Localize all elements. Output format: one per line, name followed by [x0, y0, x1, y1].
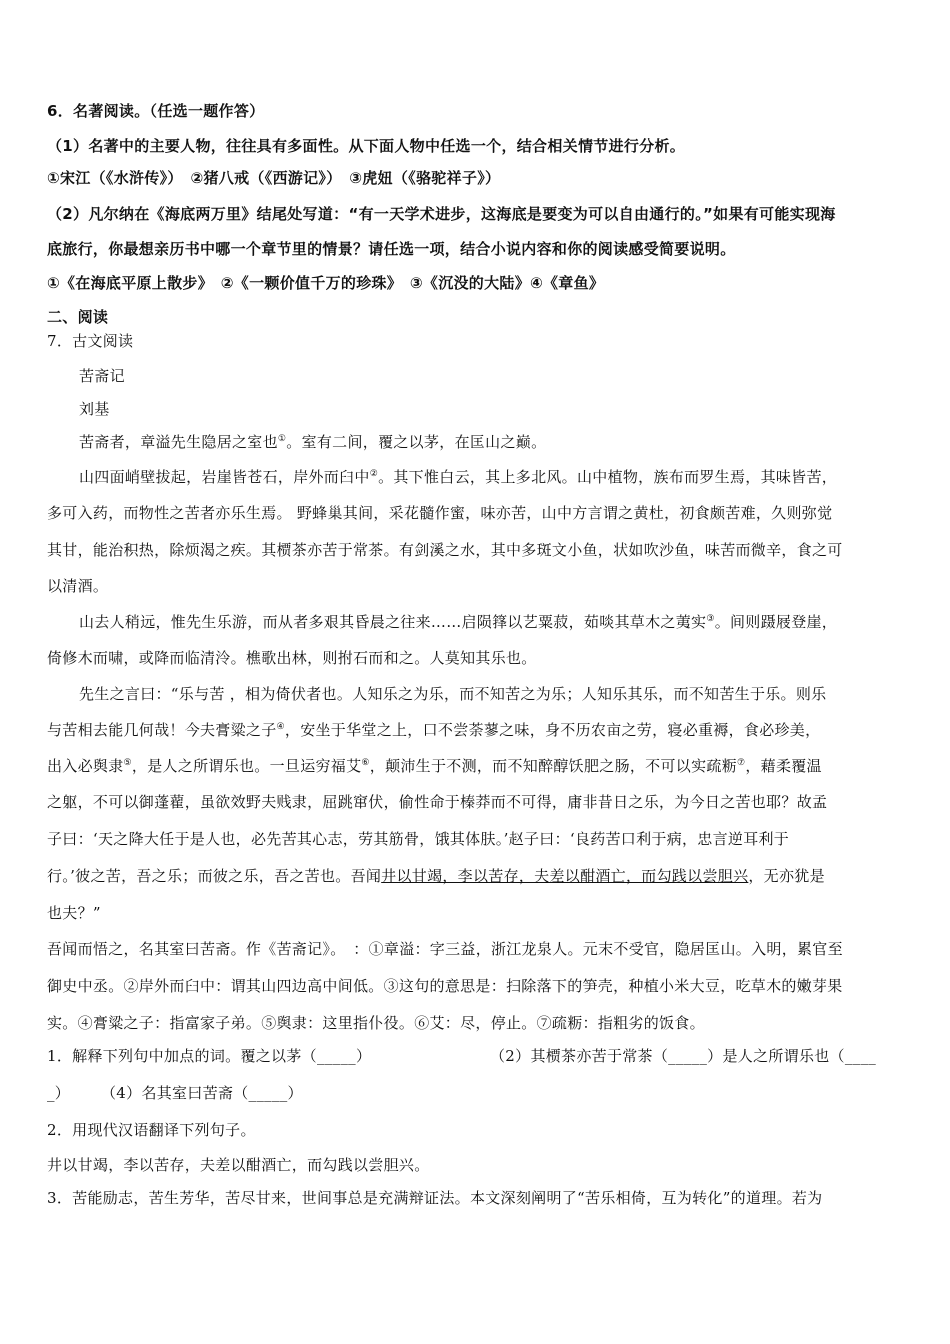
para1-tail: 。室有二间，覆之以茅，在匡山之巅。	[286, 433, 547, 451]
footnote-mark: ①	[277, 434, 287, 444]
para4-line6	[47, 866, 825, 886]
underlined-sentence: 井以甘竭，李以苦存，夫差以酣酒亡，而勾践以尝胆兴	[381, 867, 749, 885]
q6-title: 6．名著阅读。（任选一题作答）	[47, 102, 265, 120]
para3-line1	[79, 612, 837, 632]
sub1-line2: _） （4）名其室曰苦斋（_____）	[47, 1084, 303, 1102]
text: ，藉柔覆温	[745, 757, 822, 775]
text: ，无亦犹是	[748, 867, 825, 885]
para2-line3: 其甘，能治积热，除烦渴之疾。其槚茶亦苦于常茶。有剑溪之水，其中多斑文小鱼，状如吹沙鱼，味苦而微辛，食之可	[47, 541, 843, 559]
footnote-mark: ⑥	[361, 758, 370, 768]
para2-line1	[79, 467, 837, 487]
para5-line2: 御史中丞。②岸外而臼中：谓其山四边高中间低。③这句的意思是：扫除落下的笋壳，种植小米大豆，吃草木的嫩芽果	[47, 977, 843, 995]
text: ，安坐于华堂之上，口不尝荼蓼之味，身不历农亩之劳，寝必重褥，食必珍美，	[284, 721, 821, 739]
footnote-mark: ⑤	[123, 758, 132, 768]
text: ，是人之所谓乐也。一旦运穷福艾	[131, 757, 362, 775]
sub2-line1: 2．用现代汉语翻译下列句子。	[47, 1121, 256, 1139]
article-title: 苦斋记	[79, 367, 125, 385]
para2-line2: 多可入药，而物性之苦者亦乐生焉。 野蜂巢其间，采花髓作蜜，味亦苦，山中方言谓之黄杜，初食颇苦难，久则弥觉	[47, 504, 833, 522]
para1-text: 苦斋者，章溢先生隐居之室也	[79, 433, 278, 451]
q6-part2-line2: 底旅行，你最想亲历书中哪一个章节里的情景？请任选一项，结合小说内容和你的阅读感受简要说明。	[47, 240, 736, 258]
text: 行。’彼之苦，吾之乐；而彼之乐，吾之苦也。吾闻	[47, 867, 382, 885]
text: 。间则蹑屐登崖，	[714, 613, 838, 631]
para4-line7: 也夫？”	[47, 904, 101, 922]
footnote-mark: ③	[706, 614, 715, 624]
sub2-line2: 井以甘竭，李以苦存，夫差以酣酒亡，而勾践以尝胆兴。	[47, 1156, 430, 1174]
q6-options2: ①《在海底平原上散步》 ②《一颗价值千万的珍珠》 ③《沉没的大陆》④《章鱼》	[47, 274, 605, 292]
article-author: 刘基	[79, 400, 110, 418]
footnote-mark: ⑦	[736, 758, 746, 768]
q6-part2-line1: （2）凡尔纳在《海底两万里》结尾处写道：“有一天学术进步，这海底是要变为可以自由通行的。”如果有可能实现海	[47, 205, 836, 223]
text: 。其下惟白云，其上多北风。山中植物，族布而罗生焉，其味皆苦，	[378, 468, 838, 486]
para5-line1: 吾闻而悟之，名其室曰苦斋。作《苦斋记》。 ：①章溢：字三益，浙江龙泉人。元末不受官，隐居匡山。入明，累官至	[47, 940, 843, 958]
para3-line2: 倚修木而啸，或降而临清泠。樵歌出林，则拊石而和之。人莫知其乐也。	[47, 649, 537, 667]
text: 山四面峭壁拔起，岩崖皆苍石，岸外而臼中	[79, 468, 370, 486]
text: 出入必舆隶	[47, 757, 124, 775]
footnote-mark: ②	[369, 469, 379, 479]
footnote-mark: ④	[276, 722, 285, 732]
para4-line1: 先生之言曰：“乐与苦 ，相为倚伏者也。人知乐之为乐，而不知苦之为乐；人知乐其乐，而不知苦生于乐。则乐	[79, 685, 827, 703]
para5-line3: 实。④膏粱之子：指富家子弟。⑤舆隶：这里指仆役。⑥艾：尽，停止。⑦疏粝：指粗劣的饭食。	[47, 1014, 705, 1032]
para4-line5: 子曰：‘天之降大任于是人也，必先苦其心志，劳其筋骨，饿其体肤。’赵子曰：‘良药苦口利于病，忠言逆耳利于	[47, 830, 790, 848]
q6-part1: （1）名著中的主要人物，往往具有多面性。从下面人物中任选一个，结合相关情节进行分析。	[47, 137, 686, 155]
para2-line4: 以清酒。	[47, 577, 109, 595]
para4-line4: 之躯，不可以御蓬藋，虽欲效野夫贱隶，屈跳窜伏，偷性命于榛莽而不可得，庸非昔日之乐，为今日之苦也耶？故孟	[47, 793, 828, 811]
sub1-line1a: 1．解释下列句中加点的词。覆之以茅（_____）	[47, 1047, 372, 1065]
text: ，颠沛生于不测，而不知醉醇饫肥之肠，不可以实疏粝	[369, 757, 737, 775]
para4-line2	[47, 720, 820, 740]
sub1-line1b: （2）其槚茶亦苦于常茶（_____）是人之所谓乐也（____	[490, 1047, 877, 1065]
q7-heading: 7．古文阅读	[47, 332, 134, 350]
q6-options1: ①宋江（《水浒传》） ②猪八戒（《西游记》） ③虎妞（《骆驼祥子》）	[47, 169, 501, 187]
section2-title: 二、阅读	[47, 308, 109, 326]
text: 与苦相去能几何哉！今夫膏粱之子	[47, 721, 277, 739]
text: 山去人稍远，惟先生乐游，而从者多艰其昏晨之往来……启陨箨以艺粟菽，茹啖其草木之荑实	[79, 613, 707, 631]
sub3-line1: 3．苦能励志，苦生芳华，苦尽甘来，世间事总是充满辩证法。本文深刻阐明了“苦乐相倚，互为转化”的道理。若为	[47, 1189, 823, 1207]
para4-line3	[47, 756, 822, 776]
para1	[79, 432, 546, 452]
